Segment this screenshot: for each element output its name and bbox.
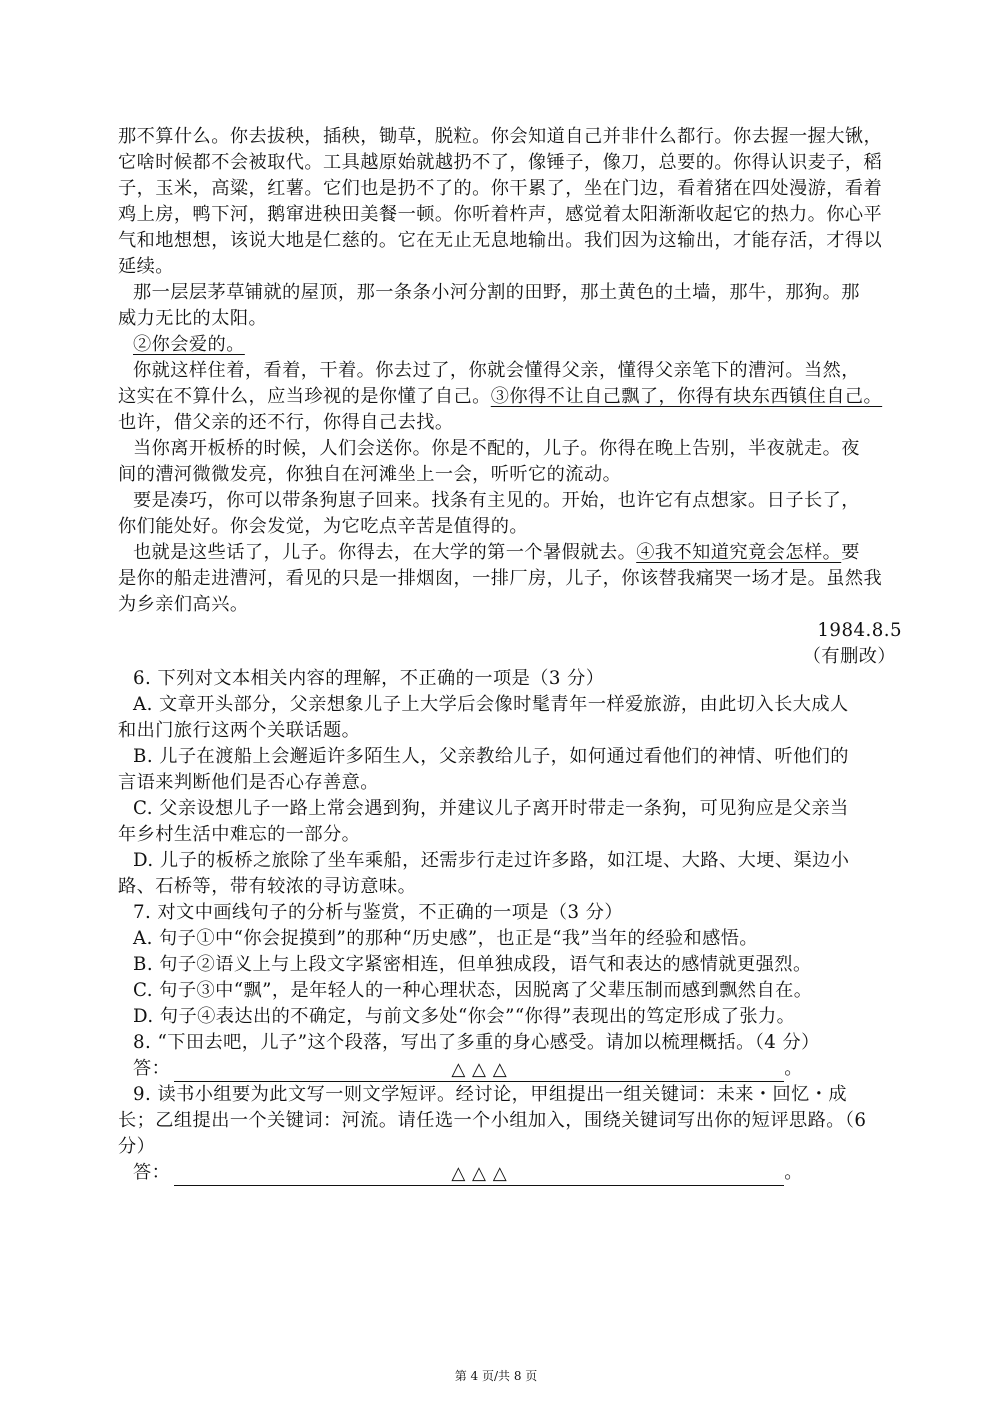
passage-line: 也许，借父亲的还不行，你得自己去找。 [118,412,454,433]
passage-line: 子，玉米，高粱，红薯。它们也是扔不了的。你干累了，坐在门边，看着猪在四处漫游，看着 [118,178,883,199]
passage-note: （有删改） [802,646,896,667]
passage-line: 气和地想想，该说大地是仁慈的。它在无止无息地输出。我们因为这输出，才能存活，才得以 [118,230,883,251]
question-7-stem: 7. 对文中画线句子的分析与鉴赏，不正确的一项是（3 分） [133,902,624,923]
passage-line: 那一层层茅草铺就的屋顶，那一条条小河分割的田野，那土黄色的土墙，那牛，那狗。那 [133,282,860,303]
question-9-stem-cont: 分） [118,1136,156,1157]
question-6-option-c-cont: 年乡村生活中难忘的一部分。 [118,824,361,845]
passage-line: 也就是这些话了，儿子。你得去，在大学的第一个暑假就去。④我不知道究竟会怎样。要 [133,542,860,563]
underlined-sentence-2: ②你会爱的。 [133,334,245,355]
question-8-answer: 答： △ △ △ 。 [133,1058,803,1080]
passage-line: 要是凑巧，你可以带条狗崽子回来。找条有主见的。开始，也许它有点想家。日子长了， [133,490,860,511]
passage-line: 当你离开板桥的时候，人们会送你。你是不配的，儿子。你得在晚上告别，半夜就走。夜 [133,438,860,459]
passage-line: 鸡上房，鸭下河，鹅窜进秧田美餐一顿。你听着杵声，感觉着太阳渐渐收起它的热力。你心平 [118,204,883,225]
passage-line: 你就这样住着，看着，干着。你去过了，你就会懂得父亲，懂得父亲笔下的漕河。当然， [133,360,860,381]
question-6-stem: 6. 下列对文本相关内容的理解，不正确的一项是（3 分） [133,668,605,689]
passage-line: 间的漕河微微发亮，你独自在河滩坐上一会，听听它的流动。 [118,464,622,485]
passage-line: 那不算什么。你去拔秧，插秧，锄草，脱粒。你会知道自己并非什么都行。你去握一握大锹， [118,126,883,147]
passage-line: 延续。 [118,256,174,277]
question-9-stem: 9. 读书小组要为此文写一则文学短评。经讨论，甲组提出一组关键词：未来・回忆・成 [133,1084,848,1105]
answer-label: 答： [133,1058,171,1079]
answer-blank[interactable]: △ △ △ [174,1161,784,1186]
passage-line: 这实在不算什么，应当珍视的是你懂了自己。③你得不让自己飘了，你得有块东西镇住自己。 [118,386,883,407]
question-6-option-b-cont: 言语来判断他们是否心存善意。 [118,772,379,793]
passage-line: 威力无比的太阳。 [118,308,268,329]
question-6-option-d-cont: 路、石桥等，带有较浓的寻访意味。 [118,876,417,897]
question-6-option-b: B. 儿子在渡船上会邂逅许多陌生人，父亲教给儿子，如何通过看他们的神情、听他们的 [133,746,849,767]
question-9-stem-cont: 长；乙组提出一个关键词：河流。请任选一个小组加入，围绕关键词写出你的短评思路。（6 [118,1110,867,1131]
passage-line: 它啥时候都不会被取代。工具越原始就越扔不了，像锤子，像刀，总要的。你得认识麦子，稻 [118,152,883,173]
passage-line: 为乡亲们高兴。 [118,594,249,615]
question-6-option-c: C. 父亲设想儿子一路上常会遇到狗，并建议儿子离开时带走一条狗，可见狗应是父亲当 [133,798,849,819]
underlined-sentence-4: ④我不知道究竟会怎样。 [636,542,842,563]
question-6-option-d: D. 儿子的板桥之旅除了坐车乘船，还需步行走过许多路，如江堤、大路、大埂、渠边小 [133,850,850,871]
passage-line: 是你的船走进漕河，看见的只是一排烟囱，一排厂房，儿子，你该替我痛哭一场才是。虽然我 [118,568,883,589]
question-6-option-a-cont: 和出门旅行这两个关联话题。 [118,720,361,741]
question-8-stem: 8. “下田去吧，儿子”这个段落，写出了多重的身心感受。请加以梳理概括。（4 分） [133,1032,820,1053]
underlined-sentence-3: ③你得不让自己飘了，你得有块东西镇住自己。 [490,386,883,407]
passage-line: 你们能处好。你会发觉，为它吃点辛苦是值得的。 [118,516,529,537]
question-9-answer: 答： △ △ △ 。 [133,1162,803,1184]
question-7-option-d: D. 句子④表达出的不确定，与前文多处“你会”“你得”表现出的笃定形成了张力。 [133,1006,796,1027]
question-7-option-c: C. 句子③中“飘”，是年轻人的一种心理状态，因脱离了父辈压制而感到飘然自在。 [133,980,813,1001]
question-7-option-a: A. 句子①中“你会捉摸到”的那种“历史感”，也正是“我”当年的经验和感悟。 [133,928,759,949]
answer-blank[interactable]: △ △ △ [174,1057,784,1082]
question-7-option-b: B. 句子②语义上与上段文字紧密相连，但单独成段，语气和表达的感情就更强烈。 [133,954,812,975]
question-6-option-a: A. 文章开头部分，父亲想象儿子上大学后会像时髦青年一样爱旅游，由此切入长大成人 [133,694,849,715]
answer-label: 答： [133,1162,171,1183]
page-number: 第 4 页/共 8 页 [454,1369,538,1383]
passage-date: 1984.8.5 [817,620,902,641]
